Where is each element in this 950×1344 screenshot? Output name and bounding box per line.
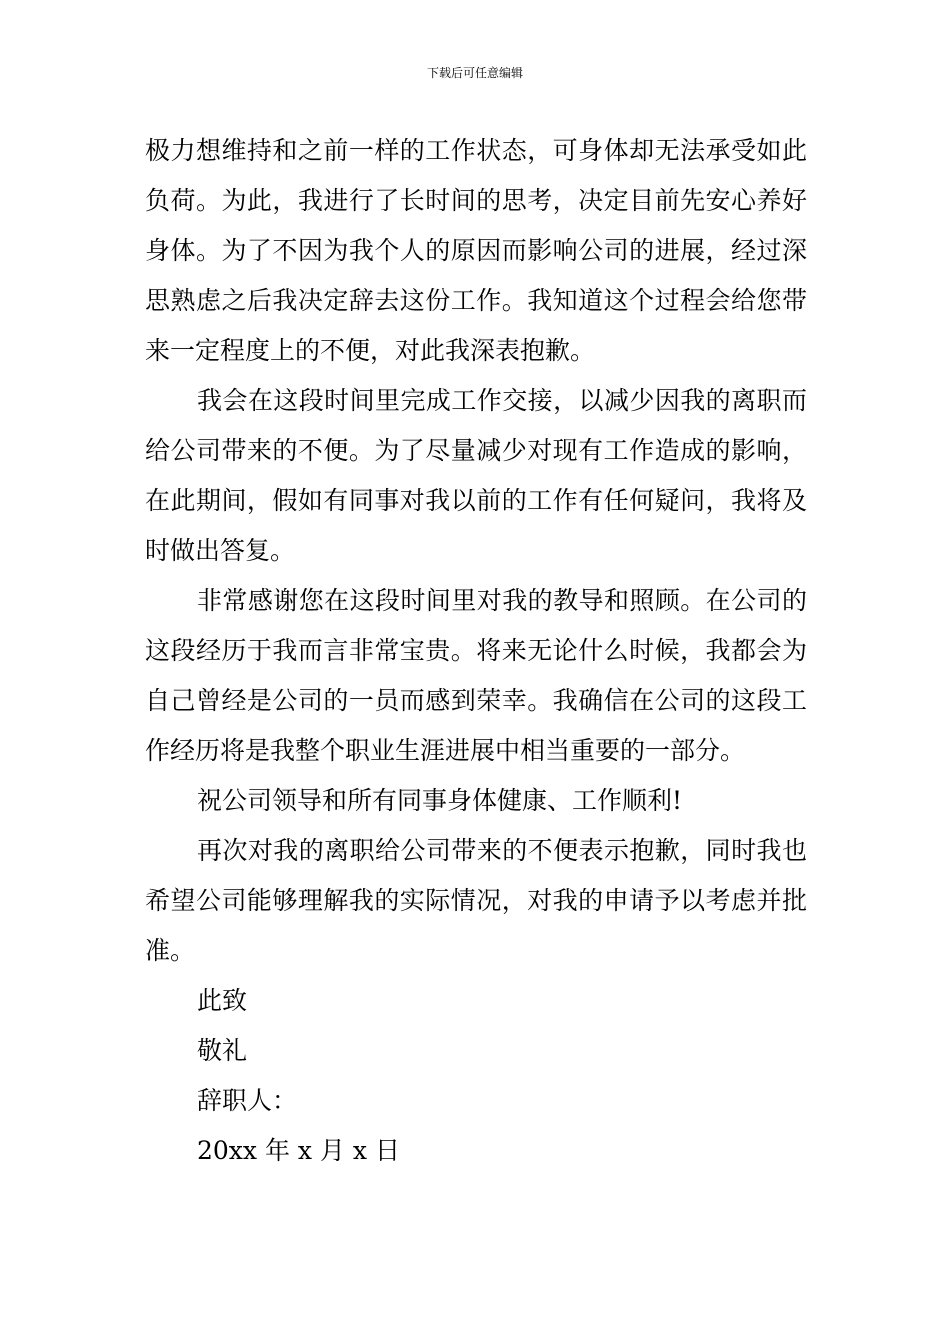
paragraph-3: 非常感谢您在这段时间里对我的教导和照顾。在公司的这段经历于我而言非常宝贵。将来无论什么时候，我都会为自己曾经是公司的一员而感到荣幸。我确信在公司的这段工作经历将是我整个职业生涯进展中相当重要的一部分。 <box>145 586 807 765</box>
paragraph-1: 极力想维持和之前一样的工作状态，可身体却无法承受如此负荷。为此，我进行了长时间的思考，决定目前先安心养好身体。为了不因为我个人的原因而影响公司的进展，经过深思熟虑之后我决定辞去这份工作。我知道这个过程会给您带来一定程度上的不便，对此我深表抱歉。 <box>145 136 807 365</box>
page-header-note: 下载后可任意编辑 <box>426 66 523 80</box>
paragraph-2: 我会在这段时间里完成工作交接，以减少因我的离职而给公司带来的不便。为了尽量减少对现有工作造成的影响，在此期间，假如有同事对我以前的工作有任何疑问，我将及时做出答复。 <box>145 386 807 565</box>
salutation-ci-zhi: 此致 <box>197 986 248 1015</box>
letter-body <box>145 126 807 1176</box>
letter-date: 20xx 年 x 月 x 日 <box>197 1136 400 1165</box>
paragraph-4: 祝公司领导和所有同事身体健康、工作顺利! <box>197 786 683 815</box>
signer-label: 辞职人： <box>197 1086 298 1115</box>
paragraph-5: 再次对我的离职给公司带来的不便表示抱歉，同时我也希望公司能够理解我的实际情况，对我的申请予以考虑并批准。 <box>145 836 807 965</box>
salutation-jing-li: 敬礼 <box>197 1036 248 1065</box>
